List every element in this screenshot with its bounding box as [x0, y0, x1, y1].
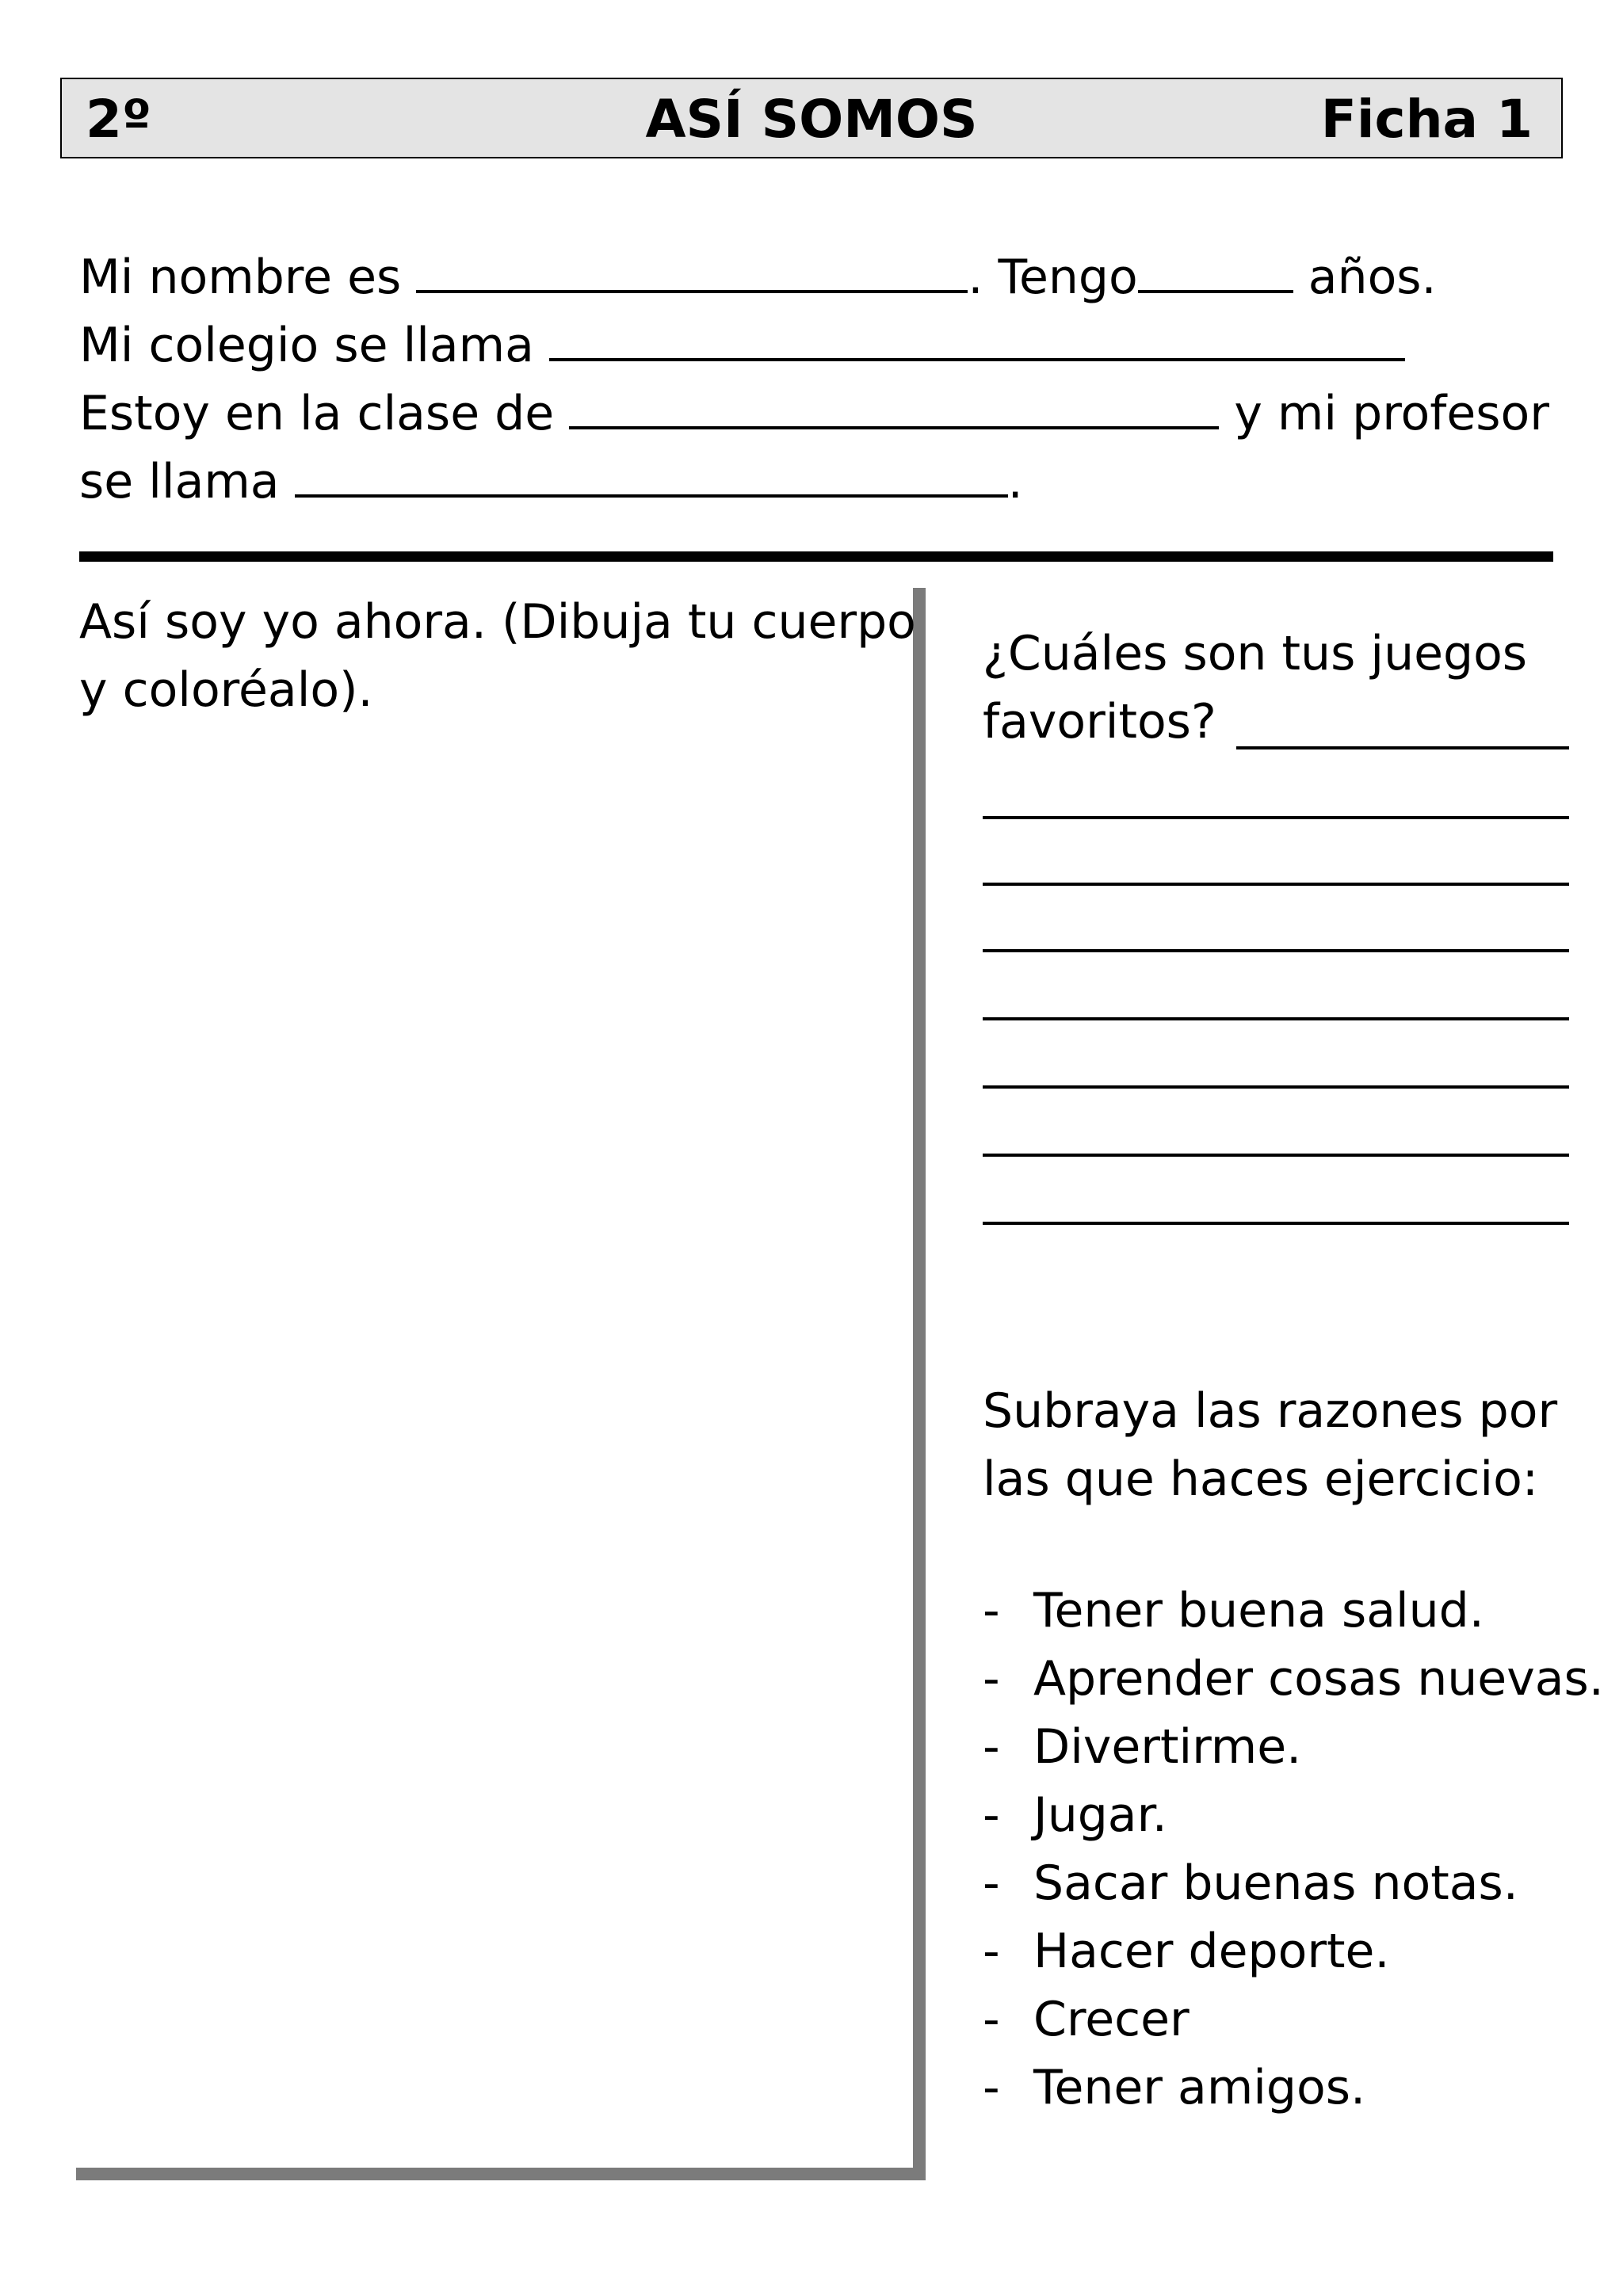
name-blank[interactable]: [416, 246, 968, 293]
list-item[interactable]: - Crecer: [983, 1992, 1190, 2047]
reasons-intro-line1: Subraya las razones por: [983, 1383, 1558, 1439]
worksheet-title: ASÍ SOMOS: [645, 89, 978, 150]
games-answer-line[interactable]: [983, 1154, 1569, 1157]
worksheet-header: [60, 78, 1563, 158]
section-divider: [79, 551, 1553, 562]
drawing-area[interactable]: [76, 588, 926, 2180]
form-line-school: [79, 314, 1405, 373]
drawing-instructions: Así soy yo ahora. (Dibuja tu cuerpo y coloréalo).: [79, 594, 916, 718]
class-label: Estoy en la clase de: [79, 386, 570, 441]
school-label: Mi colegio se llama: [79, 318, 549, 373]
games-question-line2: favoritos?: [983, 694, 1232, 749]
list-item[interactable]: - Aprender cosas nuevas.: [983, 1651, 1604, 1707]
list-item[interactable]: - Tener amigos.: [983, 2060, 1366, 2115]
games-answer-line[interactable]: [983, 1085, 1569, 1089]
grade-label: 2º: [86, 89, 152, 150]
games-answer-line[interactable]: [983, 883, 1569, 886]
games-answer-line[interactable]: [983, 1222, 1569, 1225]
teacher-end: .: [1007, 454, 1023, 509]
games-answer-line[interactable]: [983, 949, 1569, 952]
games-answer-line[interactable]: [1236, 746, 1569, 749]
form-line-name: [79, 246, 1437, 305]
form-line-class: [79, 382, 1549, 441]
list-item[interactable]: - Tener buena salud.: [983, 1583, 1484, 1638]
school-blank[interactable]: [549, 314, 1405, 361]
years-label: años.: [1293, 250, 1437, 305]
games-answer-line[interactable]: [983, 1017, 1569, 1020]
list-item[interactable]: - Hacer deporte.: [983, 1924, 1390, 1979]
list-item[interactable]: - Divertirme.: [983, 1719, 1302, 1775]
list-item[interactable]: - Jugar.: [983, 1787, 1167, 1843]
games-answer-line[interactable]: [983, 816, 1569, 819]
teacher-name-label: se llama: [79, 454, 295, 509]
sheet-number: Ficha 1: [1320, 89, 1533, 150]
reasons-intro-line2: las que haces ejercicio:: [983, 1451, 1538, 1507]
form-line-teacher: [79, 450, 1023, 509]
list-item[interactable]: - Sacar buenas notas.: [983, 1855, 1518, 1911]
teacher-label: y mi profesor: [1219, 386, 1549, 441]
teacher-blank[interactable]: [295, 450, 1008, 498]
age-blank[interactable]: [1138, 246, 1293, 293]
name-label: Mi nombre es: [79, 250, 417, 305]
class-blank[interactable]: [569, 382, 1219, 429]
games-question-line1: ¿Cuáles son tus juegos: [983, 626, 1528, 681]
reasons-list: [983, 1577, 1604, 2122]
age-label: . Tengo: [968, 250, 1138, 305]
